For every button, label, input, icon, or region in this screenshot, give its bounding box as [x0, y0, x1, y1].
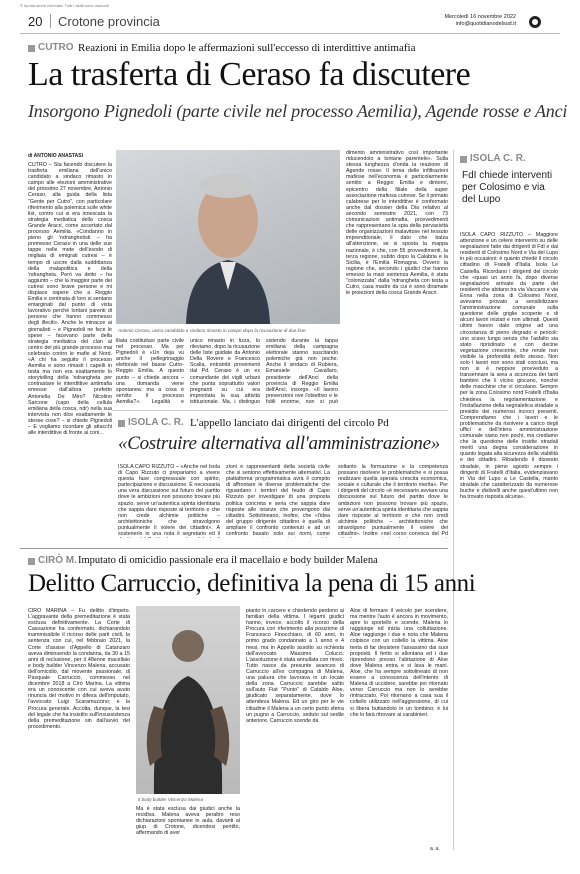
article3-column-1: CIRÒ MARINA – Fu delitto d'impeto. L'aggravante della premeditazione è stata esclusa definitivamente. La Corte di Cassazione ha confermato, dichiarandolo inammissibile il ricorso delle parti civili, la sentenza con cui, nel febbraio 2021, la Corte d'assise d'Appello di Catanzaro aveva diminuendo la condanna, da 30 a 15 anni di reclusione, per il 48enne macellaio e body builder Vincenzo Malena, accusato dell'omicidio, dal movente passionale, di Pasquale Carruccio, commesso nel dicembre 2018 a Cirò Marina. La vittima era un conoscente con cui aveva avuto rinuncia del motivo in difesa dell'imputato, l'avvocato Luigi Scaramuzzino; e la Procura generale. Accolta, dunque, la tesi del legale che ha insistito sull'insussistenza della premeditazione sin dall'avvio del procedimento.: [28, 608, 130, 730]
article3-tag: CIRÒ M.: [38, 555, 77, 566]
article1-column-2: litata costituitasi parte civile nel processo. Ma per Pignedoli è «Un deja vu anche il pellegrinaggio elettorale nel basse Cutro-Reggio Emilia. A questo punto – si chiede ancora – una domanda viene spontanea: ma a cosa è servito il processo Aemilia?». Legalità e: [116, 338, 184, 404]
article1-photo-caption: Antonio Ceraso, unico candidato a sindaco rimasto in campo dopo la ricusazione di due liste: [118, 328, 306, 333]
email-text: info@quotidianodelsud.it: [455, 21, 516, 27]
article3-headline: Delitto Carruccio, definitiva la pena di 15 anni: [28, 570, 476, 597]
article1-kicker: Reazioni in Emilia dopo le affermazioni sull'eccesso di interdittive antimafia: [78, 42, 416, 54]
article3-column-3: pianto in carcere e chiedendo perdono ai familiari della vittima. I legami giudici hanno, invece, accolto il ricorso della Procura con riferimento alla posizione di Francesco Finocchiaro, di 60 anni, in primo grado condannato a 1 anno e 4 mesi, ma in Appello assolto su richiesta dell'avvocato Massimo Colucci. L'assoluzione è stata annullata con rinvio. Tutto nasce da presunte avances di Carruccio all'ex compagna di Malena, una pakura che lavorava in un locale della zona. Carruccio sarebbe salito sull'auto Fiat "Punto" di Cataldo Aloe, giudicato separatamente, dove lo attendeva Malena. Ed un giro per le vie cittadine il Malena a un certo punto sferra un pugno a Carruccio, seduto sul sedile anteriore. Carruccio scende da: [246, 608, 344, 724]
article2-rule: [112, 410, 448, 411]
date-text: Mercoledì 16 novembre 2022: [444, 14, 516, 20]
article1-subheadline: Insorgono Pignedoli (parte civile nel processo Aemilia), Agende rosse e Anci: [28, 101, 568, 121]
article1-photo: [116, 150, 340, 324]
section-title: Crotone provincia: [58, 14, 160, 29]
page-number: 20: [28, 14, 43, 29]
article2-column-3: soltanto la formazione e la competenza possano risolvere le problematiche e si possa realizzare quella sperata crescita economica, sociale e culturale che il territorio merita». Per i dirigenti del circolo «è necessario avviare una discussione sul futuro del partito dove le ambizioni non possono trovare più spazio, serve un'autentica spinta identitaria che sappia dare risposte al territorio e che non credi alchimie politiche – architettoniche che stravolgono puntualmente il volere dei cittadini». Inoltre «nel corso convoca del Pd: [338, 464, 448, 538]
newspaper-logo-icon: [529, 16, 541, 28]
article1-column-3: unico rimasto in lizza, lo rileviamo, dopo la ricusazione delle liste guidate da Antonio Della Rovere e Francesco Scalia, entrambi provenienti dal Pd. Ceraso è un ex comandante dei vigili urbani che punta soprattutto valori pregnanti su cui era improntata la sua attività istituzionale. Ma, i distinguo: [190, 338, 260, 404]
article3-photo: [136, 606, 240, 794]
tag-square-icon: [28, 45, 35, 52]
article1-headline: La trasferta di Ceraso fa discutere: [28, 56, 471, 93]
article3-signature: a. a.: [430, 846, 440, 852]
article2-tag-square-icon: [118, 420, 125, 427]
article1-column-1: CUTRO – Sta facendo discutere la trasferta emiliana dell'unico candidato a sindaco rimasto in campo alle elezioni amministrative del prossimo 27 novembre, Antonio Ceraso, alla guida della lista "Gente per Cutro", con particolare riferimento alla polemica sulle white list, contro cui si era innescata la strategia mediatica della cosca Grande Aracri, come accertato dal processo Aemilia. «Condanno in pieno gli 'ndranghetisti – ha premesso Ceraso in una delle sue tappe nelle mete dell'esodo di migliaia di emigrati cutresi – è tempo di uscire dalla suddittanza della malapolitica e della 'ndrangheta. Però va detto – ha aggiunto – che la maggior parte dei cutresi sono brave persone e mi dispiace sapere che a Reggio Emilia e centinaia di loro si sentano emarginati dal punto di vista lavorativo perché lontani parenti di persone che hanno commesso degli illeciti». Anche le minacce ai giornalisti – e Pignedoli ne fece le spese – facevano parte della strategia mediatica del clan al centro del più grande processo mai celebrato contro le mafie al Nord. «A chi ha seguito il processo Aemilia e sono rimasti i capelli in testa ma non era esattamente lo storytelling della 'ndrangheta per contrastare le interdittive antimafia emesse dall'allora prefetto Antonella De Miro? Nicolino Sarcone (capo della cellula emiliana della cosca, ndr) nella sua intervista non dice esattamente le stesse cose? – si chiede Pignedoli – E vogliamo ricordare gli attacchi alle interdittive di fronte ai coni...: [28, 162, 112, 437]
article3-kicker: Imputato di omicidio passionale era il macellaio e body builder Malena: [78, 555, 378, 566]
bodybuilder-silhouette-icon: [136, 606, 240, 794]
sidebar-divider: [453, 150, 454, 850]
sidebar-tag-square-icon: [460, 156, 467, 163]
sidebar-headline: FdI chiede interventi per Colosimo e via del Lupo: [462, 170, 553, 205]
article1-column-4: sistendo durante la tappa emiliana della campagna elettorale stanno suscitando polemiche già non poche. Anche il sindaco di Rubiera, Emanuele Cavallaro, presidente dell'Anci della provincia di Reggio Emilia dell'Anci, insorge. «Il lavoro prevenzioni ove l'obiettivo e le futili enorme, non si può: [266, 338, 338, 404]
sidebar-tag: ISOLA C. R.: [470, 153, 526, 164]
article1-byline: di ANTONIO ANASTASI: [28, 153, 83, 159]
article2-headline: «Costruire alternativa all'amministrazione»: [118, 433, 440, 454]
article3-column-2: Ma è stata esclusa dai giudici anche la recidiva. Malena aveva peraltro reso dichiarazioni spontanee in aula, davanti al giup di Crotone, dicendosi pentito, affermando di aver: [136, 806, 240, 837]
article2-column-1: ISOLA CAPO RIZZUTO – «Anche nel Isola di Capo Rizzuto ci prepariamo a vivere questa fase congressuale con spirito, partecipazione e discussione. È necessaria una vera discussione sul futuro del partito dove le ambizioni non possono trovare più spazio, serve un'autentica spinta identitaria che sappia dare risposte al territorio e che non crede alchimie politiche – architettoniche che stravolgono puntualmente il volere dei cittadini». A sostenerlo in una nota il segretario ed il: [118, 464, 220, 538]
article3-tag-square-icon: [28, 558, 35, 565]
article3-rule: [20, 548, 448, 549]
issue-date: [386, 14, 516, 28]
sidebar-body: ISOLA CAPO RIZZUTO – Maggiore attenzione e un celere intervento su delle segnalazioni fatte dai dirigenti di FdI e dai residenti di Colosimo Nord e Via del Lupo in più occasioni: è quanto chiedé il circolo cittadino di Fratelli d'Italia Isola Le Castella. Ricordano i dirigenti del circolo che «quasi un anno fa, dopo diverse segnalazioni arrivate da parte dei residenti che abitano tra via Vaccaro e via Enna nella zona di Colosimo Nord, avevamo provato a sensibilizzare l'amministrazione comunale sulla questione delle griglie scoperte e di alcuni lavori iniziati e non ultimati. Questi ultimi hanno dato origine ad una circostanza di pieno degrado e pericoli: uno scavo lungo senza che l'asfalto sia stato ripristinato e con decine vegetazione crescente, che rende non visibile la profondità dello stesso. Non solo i lavori non sono stati conclusi, ma non si è neppure provveduto a transennare la area a sicurezza dei tanti bambini che li vicino giocano, nonché delle macchine che vi circolano. Sempre per la zona Colosimo nord Fratelli d'Italia chiedeva la regolamentazione e l'installazione della segnaletica stradale a presidio dei numerosi incroci presenti. Comprendiamo che i lavori e le problematiche da risolvere a carico degli uffici e dell'intera amministrazione comunale siano non pochi, ma crediamo che la questione delle insidie stradali meriti una degna considerazione in quanto legata alla sicurezza della viabilità e dei cittadini. Ribadendo il dissesto stradale, in pieno agosto sempre i dirigenti di Fratelli d'Italia, evidenziavano in Via del Lupo a Le Castella, manto stradale che caratterizzato da numerose buche e dislivelli anche quest'ultimo non ha trovato risposta alcuna».: [460, 232, 558, 501]
article2-column-2: zioni e rappresentanti della società civile che si sentono effettivamente alternativi. La piattaforma programmatica avrà il compito di affrontare le diverse problematiche che riguardano i territori del feudo di Capo Rizzuto per investigare di una proposta politica concreta e seria che sappia dare risposte alle istanze che provengono dai cittadini. Sottolineano, inoltre, che «l'idea del gruppo dirigente cittadino è quella di ampliare il confronto contenuti e ad un confronto basato solo sui nomi, come: [226, 464, 330, 538]
header-rule: [20, 33, 560, 34]
header-divider: [50, 14, 51, 28]
copyright-notice: © riproduzione riservata. Tutti i diritti sono riservati: [20, 3, 109, 8]
article1-tag: CUTRO: [38, 42, 74, 53]
article1-column-5: dimento amministrativo così importante riducendolo a lontane parentele». Sulla stessa lunghezza d'onda la reazione di Agende rosse. Il tema delle infiltrazioni mafiose nell'economia è particolarmente sentito a Reggio Emilia e dintorni, epicentro della filiale della super associazione mafiosa cutrese. Se il primato calabrese per le interdittive è confermato anche dal dossier della Dia relativo al secondo semestre 2021, con 73 comunicazioni antimafia, provvedimenti che rappresentano la spia della pervasività delle organizzazioni malavitose nel tessuto imprenditoriale, il dato che balza all'attenzione, se si sposta la mappa nazionale, è che, con 55 provvedimenti, la terza regione, subito dopo la Calabria e la Sicilia, è l'Emilia Romagna. Ovvero la ragione che, secondo i giudici che hanno emesso la maxi sentenza Aemilia, è stata "colonizzata" dalla 'ndrangheta con testa a Cutro, casa madre da cui è sono diramate le proiezioni della cosca Grande Aracri.: [346, 150, 448, 297]
article2-tag: ISOLA C. R.: [128, 417, 184, 428]
article3-photo-caption: Il body builder Vincenzo Malena: [138, 797, 204, 802]
portrait-silhouette-icon: [116, 150, 340, 324]
article3-column-4: Aloe di fermare il veicolo per scendere, ma mentre l'auto è ancora in movimento, apre lo sportello e scende. Malena lo raggiunge ed inizia una colluttazione. Aloe raggiunge i due e nota che Malena colpisce con un coltello la vittima. Aloe tenta di far desistere l'assassino dai suoi propositi. Il ferito si allontana ed i due riprendono presso l'abitazione di Aloe dove Malena entra e si lava le mani. Aloe, che ha sempre sottolineato di non essere a conoscenza dell'intento di Malena di uccidere, sarebbe poi ritornato verso Carruccio ma non lo avrebbe rintracciato. Poi ritornano a casa sua il coltello utilizzato nell'aggressione, di cui si libera buttandolo in un tombino; è lui che lo farà ritrovare ai carabinieri.: [350, 608, 448, 718]
article2-kicker: L'appello lanciato dai dirigenti del circolo Pd: [190, 417, 389, 429]
